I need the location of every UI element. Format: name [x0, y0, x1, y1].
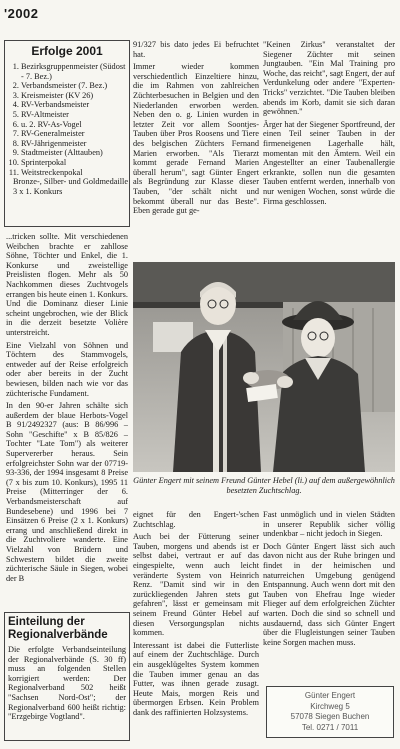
erfolge-item: 6. u. 2. RV-As-Vogel — [21, 120, 129, 130]
erfolge-item: 1. Bezirksgruppenmeister (Südost - 7. Bez.) — [21, 62, 129, 81]
erfolge-title: Erfolge 2001 — [31, 44, 103, 58]
erfolge-item: 10. Sprinterpokal — [21, 158, 129, 168]
article-column-2-top — [133, 40, 259, 258]
stamp-line-name: Günter Engert — [304, 691, 356, 700]
einteilung-text: Die erfolgte Verbandseinteilung der Regionalverbände (S. 30 ff) muss an folgenden Stellen korrigiert werden: Der Regionalverband 502 heißt "Sachsen Nord-Ost"; der Regionalverband 600 heißt richtig: "Erzgebirge Vogtland". — [8, 645, 126, 722]
paragraph: Eine Vielzahl von Söhnen und Töchtern des Stammvogels, entweder auf der Reise erfolgreich oder aber bereits in der Zucht bewiesen, bilden nach wie vor das züchterische Fundament. — [6, 340, 128, 398]
stamp-line-phone: Tel. 0271 / 7011 — [301, 722, 359, 732]
address-stamp — [266, 686, 394, 738]
einteilung-box — [4, 612, 130, 741]
erfolge-extra-medals: Bronze-, Silber- und Goldmedaille — [13, 177, 129, 187]
erfolge-box — [4, 40, 130, 227]
article-column-1 — [6, 232, 128, 607]
paragraph: "Keinen Zirkus" veranstaltet der Siegener Züchter mit seinen Jungtauben. "Ein Mal Training pro Woche, das reicht", sagt Engert, der auf Verdunkelung oder andere "Experten-Tricks" verzichtet. "Die Tauben bleiben abends im Korb, damit sie sich daran gewöhnen." — [263, 40, 395, 117]
page-year: '2002 — [4, 6, 39, 21]
article-column-2-bottom — [133, 510, 259, 739]
erfolge-extra-konkurs: 3 x 1. Konkurs — [13, 186, 63, 196]
photo-caption: Günter Engert mit seinem Freund Günter Hebel (li.) auf dem außergewöhnlich besetzten Zuchtschlag. — [133, 476, 395, 495]
erfolge-item: 7. RV-Generalmeister — [21, 129, 129, 139]
stamp-line-street: Kirchweg 5 — [310, 701, 350, 711]
erfolge-item: 8. RV-Jährigenmeister — [21, 139, 129, 149]
paragraph: Immer wieder kommen verschiedentlich Einzeltiere hinzu, die im Rahmen von zahlreichen Züchterbesuchen in Belgien und den Niederlanden erworben werden. Neben den o. g. Linien wurden in letzter Zeit vor allem Soontjes-Tauben über Pros Roosens und Tiere des belgischen Züchters Fernand Marien erworben. "Als Tierarzt kommt gerade Fernand Marien überall herum", sagt Günter Engert als Begründung zur Klasse dieser Tauben, "der schält nicht und bekommt überall nur das Beste". Eben gerade gut ge- — [133, 62, 259, 216]
erfolge-item: 9. Stadtmeister (Alttauben) — [21, 148, 129, 158]
photo-two-men-with-pigeon — [133, 262, 395, 472]
erfolge-item: 3. Kreismeister (KV 26) — [21, 91, 129, 101]
erfolge-list — [5, 62, 129, 177]
paragraph: Doch Günter Engert lässt sich auch davon nicht aus der Ruhe bringen und findet in der heimischen und naturreichen Umgebung genügend Entspannung. Auch wenn dort mit den Tauben von Ehefrau Inge wieder Flieger auf dem erfolgreichen Züchter warten. Doch die sind so schnell und ausdauernd, dass sich Günter Engert über die Flugleistungen seiner Tauben keine Sorgen machen muss. — [263, 541, 395, 647]
einteilung-title: Einteilung der Regionalverbände — [8, 616, 108, 641]
paragraph: Fast unmöglich und in vielen Städten in unserer Republik sicher völlig undenkbar – nicht jedoch in Siegen. — [263, 510, 395, 539]
paragraph: Auch bei der Fütterung seiner Tauben, morgens und abends ist er selbst dabei, vertraut er auf das eingespielte, wenn auch leicht veränderte System von Heinrich Renz. "Damit sind wir in den zurückliegenden Jahren stets gut gefahren", lässt er gemeinsam mit seinem Freund Günter Hebel auf diesen Versorgungsplan nichts kommen. — [133, 532, 259, 638]
erfolge-item: 4. RV-Verbandsmeister — [21, 100, 129, 110]
article-photo — [133, 262, 395, 472]
erfolge-item: 2. Verbandsmeister (7. Bez.) — [21, 81, 129, 91]
paragraph: ...tricken sollte. Mit verschiedenen Weibchen brachte er zahllose Söhne, Töchter und Enkel, die 1. Konkurse und zweistellige Preislisten flogen. Mehr als 50 Nachkommen dieses Zuchtvogels errangen bis heute einen 1. Konkurs. Und die Dominanz dieser Linie scheint ungebrochen, wie der Blick in die derzeit besetzte Volière unterstreicht. — [6, 232, 128, 337]
paragraph: Ärger hat der Siegener Sportfreund, der einen Teil seiner Tauben in der firmeneigenen Lagerhalle hält, momentan mit den Ämtern. Weil ein Angestellter an einer Taubenallergie erkrankte, sollen nun die gesamten Tauben entfernt werden, innerhalb von nur wenigen Wochen, sonst würde die Firma geschlossen. — [263, 119, 395, 206]
paragraph: 91/327 bis dato jedes Ei befruchtet hat. — [133, 40, 259, 59]
paragraph: In den 90-er Jahren schälte sich außerdem der blaue Herbots-Vogel B 91/2492327 (aus: B 86/996 – Sohn "Geschifte" x B 85/826 – Tochter "Late Tom") als weiterer Supervererber heraus. Sein erfolgreichster Sohn war der 07719-93-336, der 1994 insgesamt 8 Preise (7 x bis zum 10. Konkurs), 1995 11 Preise (Mitterringer der 6. Verbandsmeisterschaft auf Bundesebene) und 1996 bei 7 Einsätzen 6 Preise (2 x 1. Konkurs) errang und anschließend direkt in die Zuchtvoliere wanderte. Eine Vielzahl von Brüdern und Schwestern bildet die zweite züchterische Säule in Siegen, wobei der B — [6, 401, 128, 583]
stamp-line-city: 57078 Siegen Buchen — [290, 712, 370, 721]
erfolge-item: 5. RV-Altmeister — [21, 110, 129, 120]
paragraph: eignet für den Engert-'schen Zuchtschlag. — [133, 510, 259, 529]
article-column-3-top — [263, 40, 395, 258]
article-column-3-bottom — [263, 510, 395, 680]
erfolge-item: 11. Weitstreckenpokal — [21, 168, 129, 178]
paragraph: Interessant ist dabei die Futterliste auf einem der Zuchtschläge. Durch ein ausgeklügeltes System kommen die Tauben immer genau an das Futter, was ihnen gerade zusagt. Heute Mais, morgen Reis und übermorgen Erbsen. Kein Problem dank des raffinierten Holzsystems. — [133, 640, 259, 717]
